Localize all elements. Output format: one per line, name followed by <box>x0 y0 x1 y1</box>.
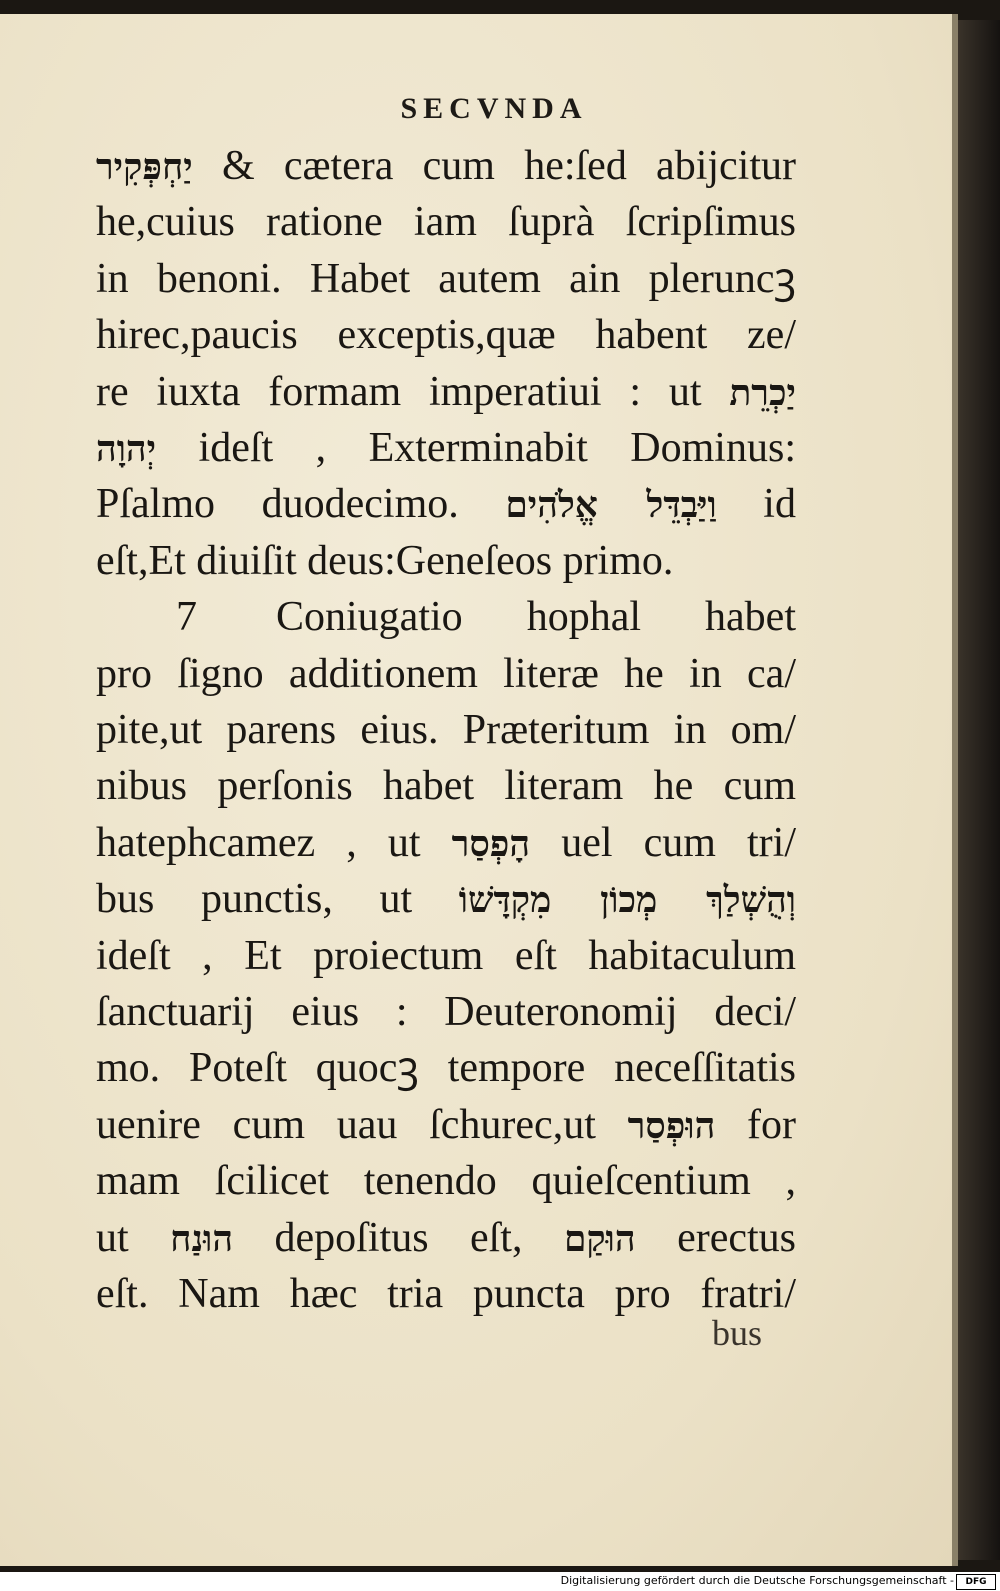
text-line <box>96 646 796 702</box>
latin-text: ut <box>96 1214 171 1261</box>
hebrew-word: יַכְרֵת <box>729 371 796 414</box>
book-edge-shadow <box>958 20 1000 1560</box>
dfg-logo: DFG <box>956 1574 996 1590</box>
text-line <box>96 871 796 927</box>
text-line <box>96 476 796 532</box>
text-line <box>96 364 796 420</box>
footer-credit: Digitalisierung gefördert durch die Deutsche Forschungsgemeinschaft - <box>560 1574 954 1587</box>
text-line <box>96 702 796 758</box>
latin-text: hirec,paucis exceptis,quæ habent ze/ <box>96 312 796 359</box>
text-line <box>96 1153 796 1209</box>
latin-text: ideſt , Exterminabit Dominus: <box>156 425 796 471</box>
hebrew-word: וְהֻשְׁלַךְ מְכוֹן מִקְדָּשׁוֹ <box>458 879 797 922</box>
text-line <box>96 589 796 645</box>
latin-text: bus punctis, ut <box>96 876 459 923</box>
latin-text: uel cum tri/ <box>530 819 796 866</box>
latin-text: in benoni. Habet autem ain pleruncꝫ <box>96 255 796 302</box>
text-line <box>96 307 796 363</box>
text-line <box>96 138 796 194</box>
latin-text: id <box>716 481 796 528</box>
text-line <box>96 758 796 814</box>
text-line <box>96 420 796 476</box>
text-line <box>96 251 796 307</box>
latin-text: pro ſigno additionem literæ he in ca/ <box>96 650 796 697</box>
hebrew-word: הָפְסַר <box>451 822 531 865</box>
latin-text: Coniugatio hophal habet <box>276 594 796 641</box>
text-line <box>96 815 796 871</box>
latin-text: he,cuius ratione iam ſuprà ſcripſimus <box>96 199 796 246</box>
latin-text: eſt. Nam hæc tria puncta pro fratri/ <box>96 1271 796 1317</box>
hebrew-word: יַחְפְּקִיר <box>96 146 193 188</box>
hebrew-word: הוּנַח <box>170 1217 234 1260</box>
text-line <box>96 1266 796 1322</box>
text-line <box>96 1040 796 1096</box>
latin-text: ideſt , Et proiectum eſt habitaculum <box>96 932 796 979</box>
text-line <box>96 1097 796 1153</box>
latin-text: Pſalmo duodecimo. <box>96 481 506 528</box>
latin-text: uenire cum uau ſchurec,ut <box>96 1101 628 1148</box>
book-page <box>0 14 958 1566</box>
hebrew-word: הוּקַם <box>563 1217 636 1260</box>
latin-text: & cætera cum he:ſed abijcitur <box>192 143 796 189</box>
text-line <box>96 194 796 250</box>
text-line <box>96 984 796 1040</box>
running-header: SECVNDA <box>400 92 588 125</box>
text-line <box>96 928 796 984</box>
latin-text: for <box>715 1101 796 1148</box>
latin-text: nibus perſonis habet literam he cum <box>96 763 796 810</box>
section-number: 7 <box>176 594 197 641</box>
latin-text: pite,ut parens eius. Præteritum in om/ <box>96 707 796 753</box>
latin-text: mam ſcilicet tenendo quieſcentium , <box>96 1158 796 1205</box>
text-line <box>96 1210 796 1266</box>
hebrew-word: יְהוָה <box>96 428 157 470</box>
latin-text: mo. Poteſt quocꝫ tempore neceſſitatis <box>96 1045 796 1092</box>
text-line <box>96 533 796 589</box>
latin-text: ſanctuarij eius : Deuteronomij deci/ <box>96 989 796 1035</box>
latin-text: hatephcamez , ut <box>96 819 452 866</box>
latin-text: depoſitus eſt, <box>233 1214 564 1261</box>
latin-text: re iuxta formam imperatiui : ut <box>96 368 730 415</box>
latin-text: eſt,Et diuiſit deus:Geneſeos primo. <box>96 537 674 584</box>
catchword: bus <box>712 1313 763 1353</box>
hebrew-word: הוּפְסַר <box>627 1104 716 1147</box>
hebrew-word: וַיַּבְדֵּל אֱלֹהִים <box>505 484 717 527</box>
footer-bar <box>0 1572 1000 1591</box>
latin-text: erectus <box>635 1214 796 1261</box>
